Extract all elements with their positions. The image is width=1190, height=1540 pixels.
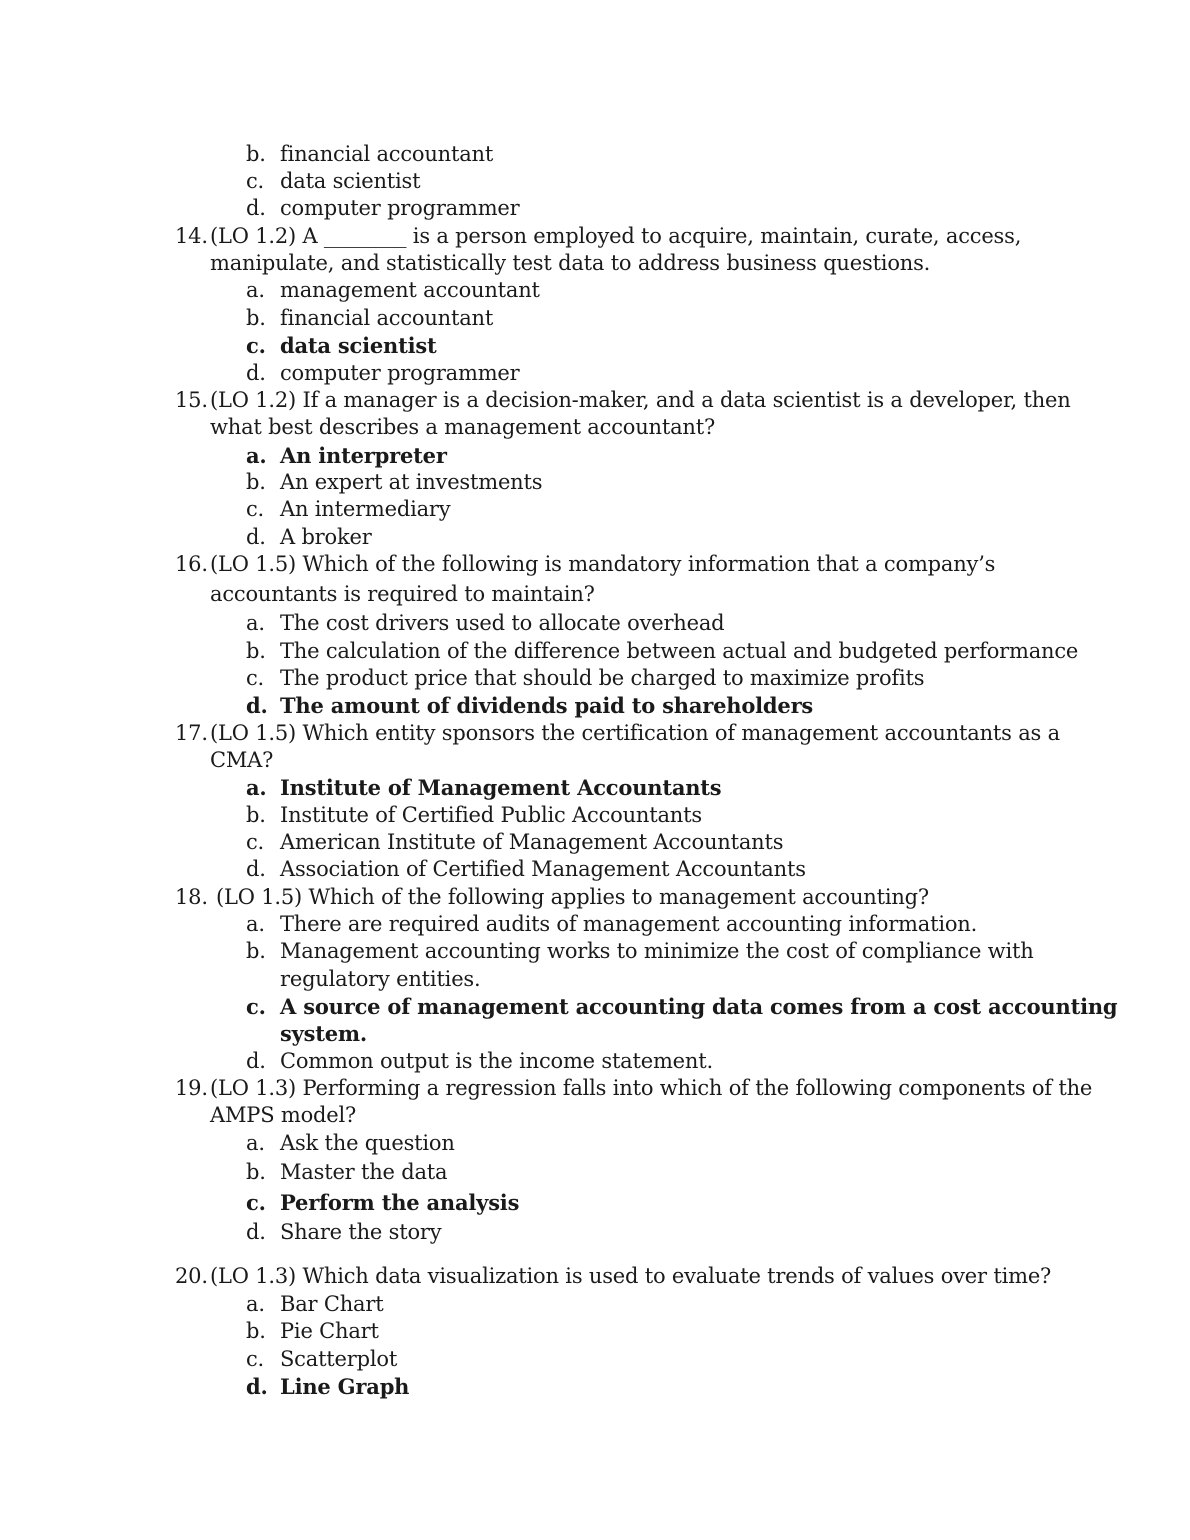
option-text: data scientist — [280, 169, 421, 193]
question-number: 16. — [175, 552, 208, 576]
option-text: A broker — [280, 525, 372, 549]
answer-text: Line Graph — [280, 1374, 410, 1399]
answer-letter: a. — [246, 443, 267, 468]
option-letter: d. — [246, 196, 266, 220]
question-text: (LO 1.5) Which of the following is mandatory information that a company’s — [210, 552, 996, 576]
option-text: management accountant — [280, 278, 540, 302]
answer-letter: d. — [246, 693, 268, 718]
option-letter: b. — [246, 1160, 266, 1184]
option-letter: c. — [246, 830, 265, 854]
question-text: accountants is required to maintain? — [210, 582, 595, 606]
option-text: Bar Chart — [280, 1292, 384, 1316]
answer-letter: c. — [246, 333, 266, 358]
answer-letter: c. — [246, 994, 266, 1019]
answer-letter: d. — [246, 1374, 268, 1399]
option-letter: d. — [246, 361, 266, 385]
answer-text: data scientist — [280, 333, 437, 358]
option-text: financial accountant — [280, 142, 494, 166]
option-text: computer programmer — [280, 196, 520, 220]
option-text: computer programmer — [280, 361, 520, 385]
answer-text: The amount of dividends paid to shareholders — [280, 693, 814, 718]
option-text: There are required audits of management accounting information. — [280, 912, 978, 936]
question-text: (LO 1.3) Performing a regression falls into which of the following components of the — [210, 1076, 1093, 1100]
option-letter: b. — [246, 803, 266, 827]
option-letter: b. — [246, 639, 266, 663]
option-text: An intermediary — [280, 497, 451, 521]
option-letter: c. — [246, 666, 265, 690]
question-number: 19. — [175, 1076, 208, 1100]
option-letter: a. — [246, 912, 265, 936]
option-letter: c. — [246, 497, 265, 521]
option-text: American Institute of Management Accountants — [280, 830, 784, 854]
answer-text: Perform the analysis — [280, 1190, 520, 1215]
answer-letter: a. — [246, 775, 267, 800]
option-letter: d. — [246, 1049, 266, 1073]
option-text: Association of Certified Management Accountants — [280, 857, 806, 881]
option-letter: a. — [246, 611, 265, 635]
option-text: Institute of Certified Public Accountants — [280, 803, 702, 827]
option-text: Share the story — [280, 1220, 442, 1244]
question-text: (LO 1.2) If a manager is a decision-maker, and a data scientist is a developer, then — [210, 388, 1071, 412]
question-text: (LO 1.5) Which of the following applies to management accounting? — [216, 885, 929, 909]
answer-text: Institute of Management Accountants — [280, 775, 722, 800]
answer-text: A source of management accounting data comes from a cost accounting — [280, 994, 1118, 1019]
question-text: AMPS model? — [210, 1103, 357, 1127]
option-text: Common output is the income statement. — [280, 1049, 713, 1073]
option-letter: c. — [246, 169, 265, 193]
option-text: The product price that should be charged to maximize profits — [280, 666, 925, 690]
option-letter: a. — [246, 1131, 265, 1155]
option-text: Pie Chart — [280, 1319, 379, 1343]
answer-text: An interpreter — [280, 443, 447, 468]
option-text: An expert at investments — [280, 470, 543, 494]
option-text: Scatterplot — [280, 1347, 398, 1371]
option-letter: b. — [246, 142, 266, 166]
option-letter: b. — [246, 1319, 266, 1343]
question-number: 18. — [175, 885, 208, 909]
option-text: financial accountant — [280, 306, 494, 330]
question-text: (LO 1.3) Which data visualization is used to evaluate trends of values over time? — [210, 1264, 1052, 1288]
option-text: Ask the question — [280, 1131, 455, 1155]
option-letter: c. — [246, 1347, 265, 1371]
answer-text: system. — [280, 1021, 368, 1046]
option-text: Management accounting works to minimize the cost of compliance with — [280, 939, 1034, 963]
question-text: what best describes a management accountant? — [210, 415, 716, 439]
question-text: manipulate, and statistically test data to address business questions. — [210, 251, 931, 275]
question-number: 14. — [175, 224, 208, 248]
option-letter: d. — [246, 1220, 266, 1244]
option-letter: a. — [246, 278, 265, 302]
question-text: (LO 1.5) Which entity sponsors the certification of management accountants as a — [210, 721, 1060, 745]
option-letter: a. — [246, 1292, 265, 1316]
question-number: 20. — [175, 1264, 208, 1288]
question-number: 15. — [175, 388, 208, 412]
option-letter: b. — [246, 306, 266, 330]
answer-letter: c. — [246, 1190, 266, 1215]
option-text: regulatory entities. — [280, 967, 481, 991]
question-number: 17. — [175, 721, 208, 745]
option-letter: d. — [246, 525, 266, 549]
option-letter: b. — [246, 470, 266, 494]
question-text: CMA? — [210, 748, 274, 772]
option-letter: b. — [246, 939, 266, 963]
option-letter: d. — [246, 857, 266, 881]
option-text: The calculation of the difference between actual and budgeted performance — [280, 639, 1079, 663]
option-text: The cost drivers used to allocate overhead — [280, 611, 725, 635]
question-text: (LO 1.2) A ________ is a person employed to acquire, maintain, curate, access, — [210, 224, 1022, 248]
option-text: Master the data — [280, 1160, 448, 1184]
